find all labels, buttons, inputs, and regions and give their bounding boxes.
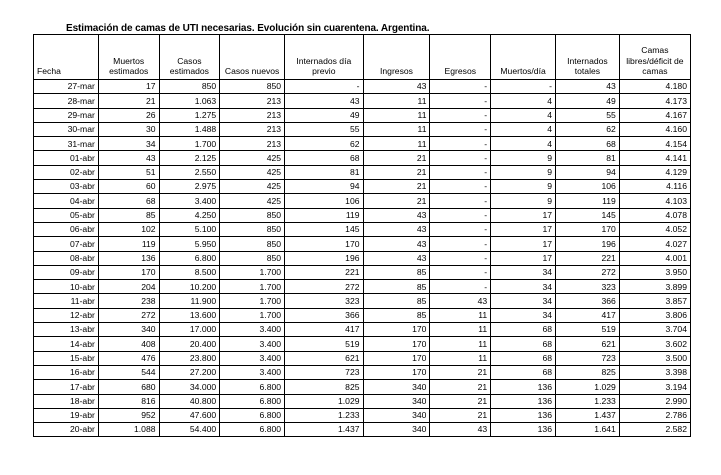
cell-muertos-estimados: 816: [98, 394, 159, 408]
cell-internados-dia-previo: 366: [285, 308, 363, 322]
cell-casos-estimados: 20.400: [159, 337, 220, 351]
cell-egresos: 11: [430, 351, 491, 365]
cell-ingresos: 43: [363, 251, 430, 265]
cell-muertos-estimados: 340: [98, 323, 159, 337]
cell-internados-totales: 94: [556, 165, 620, 179]
cell-muertos-estimados: 272: [98, 308, 159, 322]
cell-fecha: 14-abr: [34, 337, 99, 351]
cell-camas-libres: 2.582: [619, 423, 690, 437]
header-casos-estimados: Casos estimados: [159, 35, 220, 80]
cell-fecha: 04-abr: [34, 194, 99, 208]
cell-casos-nuevos: 6.800: [220, 394, 285, 408]
table-row: [34, 122, 691, 136]
cell-ingresos: 43: [363, 208, 430, 222]
cell-camas-libres: 3.704: [619, 323, 690, 337]
cell-casos-nuevos: 850: [220, 237, 285, 251]
table-row: [34, 108, 691, 122]
cell-ingresos: 85: [363, 280, 430, 294]
cell-egresos: -: [430, 165, 491, 179]
cell-internados-dia-previo: 106: [285, 194, 363, 208]
cell-casos-nuevos: 213: [220, 94, 285, 108]
header-camas-libres: Camas libres/déficit de camas: [619, 35, 690, 80]
cell-ingresos: 340: [363, 408, 430, 422]
cell-fecha: 11-abr: [34, 294, 99, 308]
icu-beds-table: [33, 34, 691, 437]
cell-camas-libres: 4.154: [619, 137, 690, 151]
cell-casos-estimados: 47.600: [159, 408, 220, 422]
cell-fecha: 17-abr: [34, 380, 99, 394]
table-row: [34, 208, 691, 222]
cell-casos-nuevos: 3.400: [220, 323, 285, 337]
cell-casos-nuevos: 1.700: [220, 265, 285, 279]
cell-ingresos: 11: [363, 137, 430, 151]
header-fecha: Fecha: [34, 35, 99, 80]
cell-casos-estimados: 40.800: [159, 394, 220, 408]
table-row: [34, 423, 691, 437]
cell-ingresos: 43: [363, 80, 430, 94]
cell-fecha: 20-abr: [34, 423, 99, 437]
cell-internados-dia-previo: 62: [285, 137, 363, 151]
cell-internados-dia-previo: -: [285, 80, 363, 94]
cell-ingresos: 21: [363, 194, 430, 208]
cell-internados-dia-previo: 1.437: [285, 423, 363, 437]
cell-fecha: 01-abr: [34, 151, 99, 165]
header-casos-nuevos: Casos nuevos: [220, 35, 285, 80]
cell-internados-totales: 119: [556, 194, 620, 208]
cell-camas-libres: 4.027: [619, 237, 690, 251]
cell-muertos-dia: 34: [491, 280, 556, 294]
cell-egresos: -: [430, 251, 491, 265]
cell-muertos-dia: 17: [491, 251, 556, 265]
cell-muertos-estimados: 204: [98, 280, 159, 294]
cell-internados-totales: 272: [556, 265, 620, 279]
cell-muertos-dia: 34: [491, 308, 556, 322]
cell-casos-estimados: 13.600: [159, 308, 220, 322]
cell-internados-totales: 366: [556, 294, 620, 308]
cell-camas-libres: 2.990: [619, 394, 690, 408]
cell-muertos-estimados: 476: [98, 351, 159, 365]
cell-internados-totales: 621: [556, 337, 620, 351]
cell-internados-dia-previo: 417: [285, 323, 363, 337]
cell-muertos-estimados: 1.088: [98, 423, 159, 437]
cell-fecha: 28-mar: [34, 94, 99, 108]
cell-muertos-estimados: 119: [98, 237, 159, 251]
table-row: [34, 251, 691, 265]
cell-casos-estimados: 1.700: [159, 137, 220, 151]
cell-internados-dia-previo: 119: [285, 208, 363, 222]
cell-egresos: 21: [430, 408, 491, 422]
cell-casos-nuevos: 6.800: [220, 380, 285, 394]
cell-muertos-estimados: 68: [98, 194, 159, 208]
cell-egresos: -: [430, 194, 491, 208]
cell-casos-nuevos: 1.700: [220, 308, 285, 322]
cell-muertos-dia: 136: [491, 394, 556, 408]
cell-casos-nuevos: 213: [220, 137, 285, 151]
cell-casos-nuevos: 1.700: [220, 294, 285, 308]
cell-camas-libres: 3.806: [619, 308, 690, 322]
cell-internados-totales: 1.029: [556, 380, 620, 394]
cell-muertos-dia: 136: [491, 423, 556, 437]
cell-ingresos: 21: [363, 151, 430, 165]
cell-egresos: -: [430, 222, 491, 236]
cell-fecha: 30-mar: [34, 122, 99, 136]
table-row: [34, 380, 691, 394]
cell-muertos-dia: 9: [491, 180, 556, 194]
cell-internados-dia-previo: 68: [285, 151, 363, 165]
cell-ingresos: 21: [363, 165, 430, 179]
cell-casos-estimados: 10.200: [159, 280, 220, 294]
cell-camas-libres: 3.899: [619, 280, 690, 294]
cell-ingresos: 85: [363, 294, 430, 308]
cell-camas-libres: 4.078: [619, 208, 690, 222]
cell-internados-dia-previo: 1.233: [285, 408, 363, 422]
cell-camas-libres: 3.950: [619, 265, 690, 279]
cell-internados-dia-previo: 272: [285, 280, 363, 294]
cell-muertos-estimados: 238: [98, 294, 159, 308]
cell-muertos-dia: 17: [491, 222, 556, 236]
cell-internados-totales: 62: [556, 122, 620, 136]
cell-casos-nuevos: 6.800: [220, 408, 285, 422]
cell-fecha: 13-abr: [34, 323, 99, 337]
cell-fecha: 02-abr: [34, 165, 99, 179]
cell-muertos-dia: 68: [491, 365, 556, 379]
table-row: [34, 294, 691, 308]
table-row: [34, 323, 691, 337]
cell-fecha: 06-abr: [34, 222, 99, 236]
cell-casos-estimados: 2.550: [159, 165, 220, 179]
cell-egresos: 11: [430, 337, 491, 351]
cell-camas-libres: 4.173: [619, 94, 690, 108]
header-muertos-estimados: Muertos estimados: [98, 35, 159, 80]
cell-camas-libres: 4.167: [619, 108, 690, 122]
cell-casos-nuevos: 3.400: [220, 337, 285, 351]
cell-casos-nuevos: 6.800: [220, 423, 285, 437]
cell-muertos-estimados: 43: [98, 151, 159, 165]
cell-internados-totales: 170: [556, 222, 620, 236]
cell-fecha: 12-abr: [34, 308, 99, 322]
cell-muertos-dia: 34: [491, 265, 556, 279]
cell-internados-totales: 221: [556, 251, 620, 265]
cell-camas-libres: 3.857: [619, 294, 690, 308]
cell-muertos-dia: 68: [491, 323, 556, 337]
cell-internados-dia-previo: 519: [285, 337, 363, 351]
cell-internados-totales: 81: [556, 151, 620, 165]
cell-casos-nuevos: 850: [220, 251, 285, 265]
cell-casos-estimados: 1.488: [159, 122, 220, 136]
cell-casos-nuevos: 850: [220, 222, 285, 236]
cell-fecha: 31-mar: [34, 137, 99, 151]
table-row: [34, 351, 691, 365]
cell-egresos: -: [430, 122, 491, 136]
table-row: [34, 408, 691, 422]
cell-casos-nuevos: 425: [220, 165, 285, 179]
table-row: [34, 365, 691, 379]
cell-internados-dia-previo: 1.029: [285, 394, 363, 408]
cell-fecha: 07-abr: [34, 237, 99, 251]
cell-muertos-dia: 34: [491, 294, 556, 308]
cell-casos-estimados: 5.100: [159, 222, 220, 236]
cell-internados-dia-previo: 621: [285, 351, 363, 365]
cell-casos-estimados: 1.063: [159, 94, 220, 108]
table-title: Estimación de camas de UTI necesarias. Evolución sin cuarentena. Argentina.: [66, 23, 430, 34]
cell-egresos: -: [430, 237, 491, 251]
cell-casos-nuevos: 1.700: [220, 280, 285, 294]
cell-casos-estimados: 54.400: [159, 423, 220, 437]
cell-internados-totales: 145: [556, 208, 620, 222]
cell-camas-libres: 3.602: [619, 337, 690, 351]
cell-egresos: -: [430, 151, 491, 165]
cell-internados-dia-previo: 55: [285, 122, 363, 136]
cell-muertos-estimados: 26: [98, 108, 159, 122]
cell-internados-totales: 1.437: [556, 408, 620, 422]
table-row: [34, 194, 691, 208]
cell-egresos: -: [430, 280, 491, 294]
cell-internados-totales: 55: [556, 108, 620, 122]
table-row: [34, 165, 691, 179]
cell-egresos: 43: [430, 294, 491, 308]
cell-internados-totales: 1.233: [556, 394, 620, 408]
cell-casos-estimados: 23.800: [159, 351, 220, 365]
cell-ingresos: 11: [363, 122, 430, 136]
cell-internados-totales: 825: [556, 365, 620, 379]
cell-casos-nuevos: 3.400: [220, 365, 285, 379]
cell-internados-dia-previo: 81: [285, 165, 363, 179]
table-row: [34, 80, 691, 94]
cell-camas-libres: 4.052: [619, 222, 690, 236]
cell-internados-dia-previo: 49: [285, 108, 363, 122]
table-row: [34, 337, 691, 351]
table-row: [34, 308, 691, 322]
cell-casos-estimados: 850: [159, 80, 220, 94]
cell-internados-dia-previo: 723: [285, 365, 363, 379]
cell-casos-nuevos: 425: [220, 194, 285, 208]
cell-muertos-dia: 4: [491, 108, 556, 122]
cell-ingresos: 43: [363, 237, 430, 251]
cell-camas-libres: 4.141: [619, 151, 690, 165]
cell-egresos: -: [430, 180, 491, 194]
cell-muertos-dia: 68: [491, 351, 556, 365]
cell-muertos-dia: 17: [491, 237, 556, 251]
cell-ingresos: 170: [363, 351, 430, 365]
cell-muertos-estimados: 60: [98, 180, 159, 194]
header-ingresos: Ingresos: [363, 35, 430, 80]
cell-internados-totales: 196: [556, 237, 620, 251]
cell-casos-estimados: 2.975: [159, 180, 220, 194]
cell-egresos: 21: [430, 394, 491, 408]
cell-camas-libres: 3.194: [619, 380, 690, 394]
header-egresos: Egresos: [430, 35, 491, 80]
cell-muertos-estimados: 952: [98, 408, 159, 422]
cell-ingresos: 85: [363, 308, 430, 322]
cell-camas-libres: 4.129: [619, 165, 690, 179]
cell-casos-estimados: 8.500: [159, 265, 220, 279]
cell-fecha: 29-mar: [34, 108, 99, 122]
cell-casos-nuevos: 213: [220, 122, 285, 136]
cell-casos-estimados: 1.275: [159, 108, 220, 122]
table-row: [34, 151, 691, 165]
cell-fecha: 05-abr: [34, 208, 99, 222]
cell-fecha: 15-abr: [34, 351, 99, 365]
cell-muertos-dia: 9: [491, 194, 556, 208]
cell-internados-totales: 49: [556, 94, 620, 108]
cell-egresos: 21: [430, 365, 491, 379]
cell-ingresos: 170: [363, 365, 430, 379]
cell-casos-nuevos: 850: [220, 80, 285, 94]
table-row: [34, 137, 691, 151]
table-row: [34, 237, 691, 251]
cell-casos-estimados: 3.400: [159, 194, 220, 208]
cell-ingresos: 11: [363, 108, 430, 122]
cell-muertos-dia: 4: [491, 122, 556, 136]
cell-egresos: -: [430, 137, 491, 151]
cell-muertos-dia: -: [491, 80, 556, 94]
cell-muertos-estimados: 170: [98, 265, 159, 279]
cell-fecha: 03-abr: [34, 180, 99, 194]
cell-ingresos: 340: [363, 380, 430, 394]
cell-muertos-estimados: 85: [98, 208, 159, 222]
cell-egresos: 11: [430, 323, 491, 337]
cell-internados-dia-previo: 196: [285, 251, 363, 265]
cell-casos-estimados: 5.950: [159, 237, 220, 251]
table-row: [34, 94, 691, 108]
cell-muertos-dia: 136: [491, 380, 556, 394]
cell-ingresos: 340: [363, 423, 430, 437]
cell-egresos: -: [430, 80, 491, 94]
cell-fecha: 19-abr: [34, 408, 99, 422]
cell-camas-libres: 3.398: [619, 365, 690, 379]
cell-muertos-dia: 4: [491, 137, 556, 151]
cell-internados-totales: 519: [556, 323, 620, 337]
header-muertos-dia: Muertos/día: [491, 35, 556, 80]
cell-muertos-estimados: 544: [98, 365, 159, 379]
cell-camas-libres: 4.001: [619, 251, 690, 265]
table-row: [34, 180, 691, 194]
cell-fecha: 08-abr: [34, 251, 99, 265]
cell-internados-totales: 43: [556, 80, 620, 94]
cell-internados-dia-previo: 221: [285, 265, 363, 279]
cell-casos-estimados: 11.900: [159, 294, 220, 308]
header-internados-dia-previo: Internados día previo: [285, 35, 363, 80]
cell-egresos: -: [430, 94, 491, 108]
cell-internados-totales: 723: [556, 351, 620, 365]
cell-casos-nuevos: 425: [220, 180, 285, 194]
cell-muertos-dia: 136: [491, 408, 556, 422]
cell-fecha: 10-abr: [34, 280, 99, 294]
cell-egresos: 11: [430, 308, 491, 322]
header-internados-totales: Internados totales: [556, 35, 620, 80]
cell-camas-libres: 4.180: [619, 80, 690, 94]
cell-egresos: -: [430, 208, 491, 222]
cell-fecha: 27-mar: [34, 80, 99, 94]
cell-ingresos: 340: [363, 394, 430, 408]
cell-egresos: 21: [430, 380, 491, 394]
cell-casos-estimados: 27.200: [159, 365, 220, 379]
cell-ingresos: 11: [363, 94, 430, 108]
cell-muertos-dia: 9: [491, 165, 556, 179]
cell-egresos: -: [430, 265, 491, 279]
cell-internados-totales: 106: [556, 180, 620, 194]
cell-muertos-estimados: 102: [98, 222, 159, 236]
cell-muertos-dia: 9: [491, 151, 556, 165]
cell-casos-estimados: 4.250: [159, 208, 220, 222]
cell-internados-dia-previo: 94: [285, 180, 363, 194]
cell-muertos-dia: 4: [491, 94, 556, 108]
cell-camas-libres: 2.786: [619, 408, 690, 422]
table-row: [34, 394, 691, 408]
cell-muertos-estimados: 30: [98, 122, 159, 136]
cell-ingresos: 170: [363, 323, 430, 337]
cell-casos-estimados: 17.000: [159, 323, 220, 337]
cell-camas-libres: 4.116: [619, 180, 690, 194]
table-row: [34, 280, 691, 294]
header-row: [34, 35, 691, 80]
cell-casos-nuevos: 425: [220, 151, 285, 165]
cell-egresos: -: [430, 108, 491, 122]
cell-camas-libres: 4.160: [619, 122, 690, 136]
cell-muertos-estimados: 51: [98, 165, 159, 179]
cell-muertos-estimados: 34: [98, 137, 159, 151]
cell-ingresos: 43: [363, 222, 430, 236]
cell-ingresos: 21: [363, 180, 430, 194]
cell-fecha: 18-abr: [34, 394, 99, 408]
cell-internados-totales: 1.641: [556, 423, 620, 437]
cell-internados-totales: 417: [556, 308, 620, 322]
cell-egresos: 43: [430, 423, 491, 437]
cell-muertos-estimados: 136: [98, 251, 159, 265]
cell-ingresos: 85: [363, 265, 430, 279]
cell-fecha: 16-abr: [34, 365, 99, 379]
cell-internados-totales: 68: [556, 137, 620, 151]
cell-casos-estimados: 34.000: [159, 380, 220, 394]
table-row: [34, 222, 691, 236]
cell-fecha: 09-abr: [34, 265, 99, 279]
cell-internados-dia-previo: 170: [285, 237, 363, 251]
cell-internados-dia-previo: 145: [285, 222, 363, 236]
cell-casos-nuevos: 3.400: [220, 351, 285, 365]
cell-casos-estimados: 6.800: [159, 251, 220, 265]
cell-internados-dia-previo: 323: [285, 294, 363, 308]
cell-camas-libres: 4.103: [619, 194, 690, 208]
cell-muertos-estimados: 17: [98, 80, 159, 94]
cell-muertos-dia: 17: [491, 208, 556, 222]
cell-muertos-estimados: 680: [98, 380, 159, 394]
cell-internados-dia-previo: 825: [285, 380, 363, 394]
cell-muertos-estimados: 21: [98, 94, 159, 108]
cell-casos-estimados: 2.125: [159, 151, 220, 165]
cell-internados-totales: 323: [556, 280, 620, 294]
cell-camas-libres: 3.500: [619, 351, 690, 365]
cell-ingresos: 170: [363, 337, 430, 351]
cell-muertos-estimados: 408: [98, 337, 159, 351]
table-row: [34, 265, 691, 279]
cell-internados-dia-previo: 43: [285, 94, 363, 108]
cell-casos-nuevos: 213: [220, 108, 285, 122]
cell-muertos-dia: 68: [491, 337, 556, 351]
cell-casos-nuevos: 850: [220, 208, 285, 222]
